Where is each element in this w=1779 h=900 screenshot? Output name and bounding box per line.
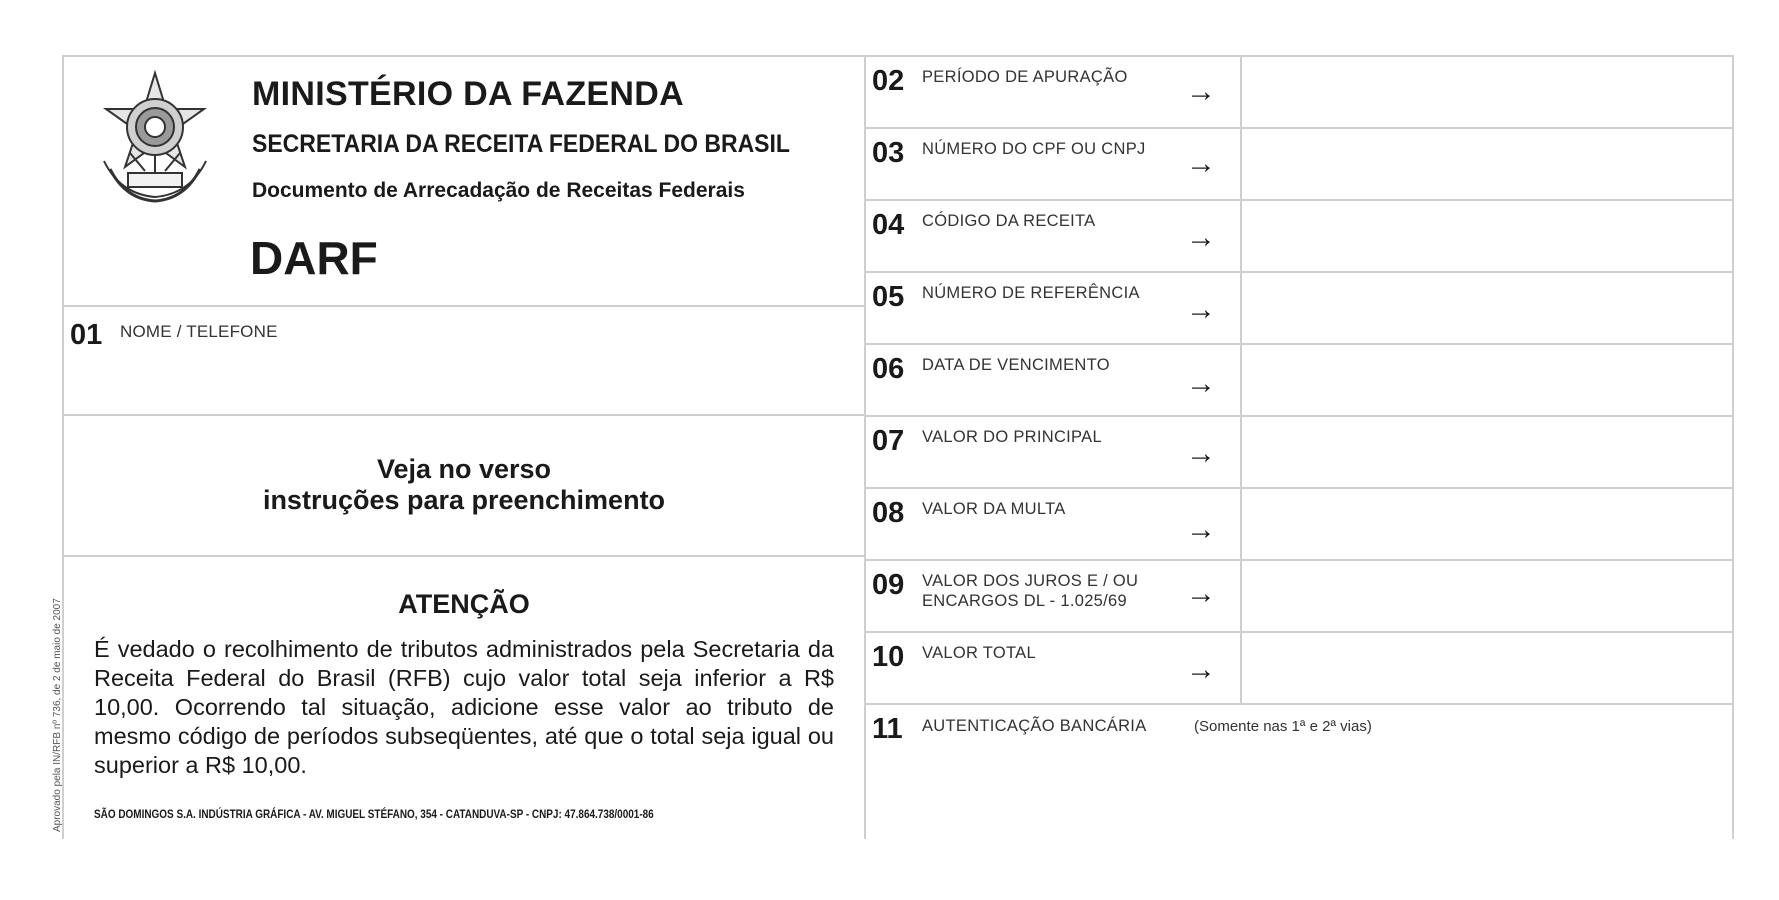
field-label: NÚMERO DO CPF OU CNPJ [922, 140, 1146, 158]
field-10-input[interactable] [1240, 633, 1732, 703]
field-label: NOME / TELEFONE [120, 322, 278, 341]
field-number: 04 [872, 209, 905, 241]
instructions-box [64, 416, 864, 557]
right-column [866, 57, 1732, 839]
field-08-input[interactable] [1240, 489, 1732, 559]
field-03-input[interactable] [1240, 129, 1732, 199]
field-02-input[interactable] [1240, 57, 1732, 127]
secretaria-title: SECRETARIA DA RECEITA FEDERAL DO BRASIL [252, 130, 790, 158]
field-number: 10 [872, 641, 905, 673]
field-09-interest-charges [866, 561, 1732, 633]
field-label: PERÍODO DE APURAÇÃO [922, 68, 1128, 86]
instructions-line-2: instruções para preenchimento [262, 485, 666, 515]
field-number: 05 [872, 281, 905, 313]
field-09-input[interactable] [1240, 561, 1732, 631]
arrow-right-icon: → [1186, 147, 1216, 180]
ministry-title: MINISTÉRIO DA FAZENDA [252, 75, 684, 113]
field-note: (Somente nas 1ª e 2ª vias) [1194, 718, 1372, 735]
field-04-input[interactable] [1240, 201, 1732, 271]
field-07-principal-value [866, 417, 1732, 489]
field-label: NÚMERO DE REFERÊNCIA [922, 284, 1140, 302]
field-10-total-value [866, 633, 1732, 705]
arrow-right-icon: → [1186, 513, 1216, 546]
attention-title: ATENÇÃO [398, 589, 530, 619]
instructions-line-1: Veja no verso [376, 454, 552, 484]
document-name: Documento de Arrecadação de Receitas Federais [252, 179, 745, 202]
field-04-revenue-code [866, 201, 1732, 273]
left-column [64, 57, 866, 839]
field-label: DATA DE VENCIMENTO [922, 356, 1110, 374]
form-header [64, 57, 864, 307]
arrow-right-icon: → [1186, 577, 1216, 610]
field-08-fine-value [866, 489, 1732, 561]
field-05-input[interactable] [1240, 273, 1732, 343]
field-number: 08 [872, 497, 905, 529]
field-11-bank-authentication[interactable] [866, 705, 1732, 839]
field-number: 09 [872, 569, 905, 601]
field-06-due-date [866, 345, 1732, 417]
coat-of-arms-icon [90, 69, 220, 209]
approval-note: Aprovado pela IN/RFB nº 736, de 2 de maio de 2007 [52, 598, 63, 832]
printer-credit: SÃO DOMINGOS S.A. INDÚSTRIA GRÁFICA - AV. MIGUEL STÉFANO, 354 - CATANDUVA-SP - CNPJ: 47.864.738/0001-86 [94, 807, 654, 821]
field-label: VALOR DO PRINCIPAL [922, 428, 1102, 446]
attention-box [64, 557, 864, 839]
field-number: 03 [872, 137, 905, 169]
field-label: AUTENTICAÇÃO BANCÁRIA [922, 717, 1147, 735]
field-label: VALOR TOTAL [922, 644, 1036, 662]
field-number: 01 [70, 319, 103, 351]
field-label: VALOR DA MULTA [922, 500, 1066, 518]
arrow-right-icon: → [1186, 221, 1216, 254]
field-number: 02 [872, 65, 905, 97]
arrow-right-icon: → [1186, 293, 1216, 326]
field-number: 06 [872, 353, 905, 385]
field-label-line-2: ENCARGOS DL - 1.025/69 [922, 592, 1127, 610]
arrow-right-icon: → [1186, 75, 1216, 108]
field-number: 11 [872, 713, 903, 745]
attention-body: É vedado o recolhimento de tributos administrados pela Secretaria da Receita Federal do Brasil (RFB) cujo valor total seja inferior a R$ 10,00. Ocorrendo tal situação, adicione esse valor ao tributo de mesmo código de períodos subseqüentes, até que o total seja igual ou superior a R$ 10,00. [94, 636, 834, 778]
field-01-name-phone[interactable] [64, 307, 864, 416]
arrow-right-icon: → [1186, 653, 1216, 686]
field-02-period [866, 57, 1732, 129]
field-label: VALOR DOS JUROS E / OU [922, 572, 1139, 590]
field-number: 07 [872, 425, 905, 457]
field-07-input[interactable] [1240, 417, 1732, 487]
darf-form [62, 55, 1734, 839]
field-label: CÓDIGO DA RECEITA [922, 212, 1096, 230]
field-03-cpf-cnpj [866, 129, 1732, 201]
form-code: DARF [250, 232, 378, 284]
arrow-right-icon: → [1186, 367, 1216, 400]
arrow-right-icon: → [1186, 437, 1216, 470]
field-06-input[interactable] [1240, 345, 1732, 415]
field-05-reference-number [866, 273, 1732, 345]
